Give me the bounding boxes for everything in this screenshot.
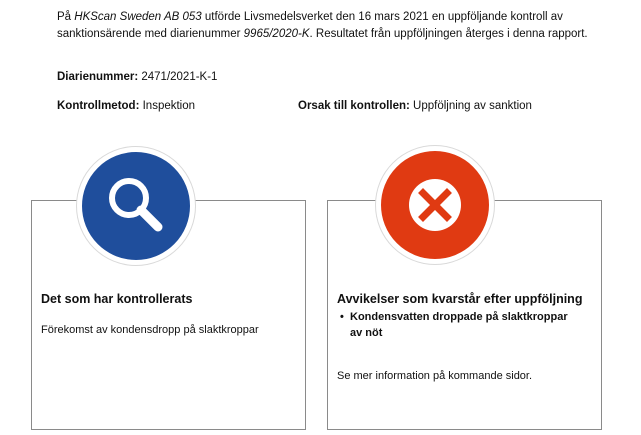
diarienummer-value: 2471/2021-K-1 <box>138 71 218 83</box>
diarienummer-line <box>57 70 217 84</box>
case-reference: 9965/2020-K <box>243 28 310 40</box>
diarienummer-label: Diarienummer: <box>57 71 139 83</box>
deviation-bullet-item <box>340 309 580 341</box>
intro-prefix: På <box>57 11 75 23</box>
orsak-line <box>298 99 532 113</box>
intro-suffix: . Resultatet från uppföljningen återges i denna rapport. <box>309 28 588 40</box>
magnifier-icon <box>82 152 190 260</box>
deviations-heading: Avvikelser som kvarstår efter uppföljning <box>337 292 583 306</box>
kontrollmetod-line <box>57 99 195 113</box>
checked-heading: Det som har kontrollerats <box>41 292 193 306</box>
intro-paragraph <box>57 9 617 43</box>
deviation-text: Kondensvatten droppade på slaktkroppar av nöt <box>350 311 568 339</box>
checked-text: Förekomst av kondensdropp på slaktkroppar <box>41 324 259 336</box>
orsak-label: Orsak till kontrollen: <box>298 100 410 112</box>
x-mark-icon <box>381 151 489 259</box>
bullet-icon: • <box>340 311 344 323</box>
orsak-value: Uppföljning av sanktion <box>409 100 532 112</box>
deviation-badge <box>376 146 494 264</box>
company-name: HKScan Sweden AB 053 <box>74 11 202 23</box>
kontrollmetod-label: Kontrollmetod: <box>57 100 140 112</box>
intro-middle: utförde Livsmedelsverket den 16 mars 2021 en uppföljande kontroll av sanktionsärende med diarienummer <box>57 11 563 40</box>
kontrollmetod-value: Inspektion <box>139 100 196 112</box>
inspection-badge <box>77 147 195 265</box>
more-info-note: Se mer information på kommande sidor. <box>337 370 533 382</box>
